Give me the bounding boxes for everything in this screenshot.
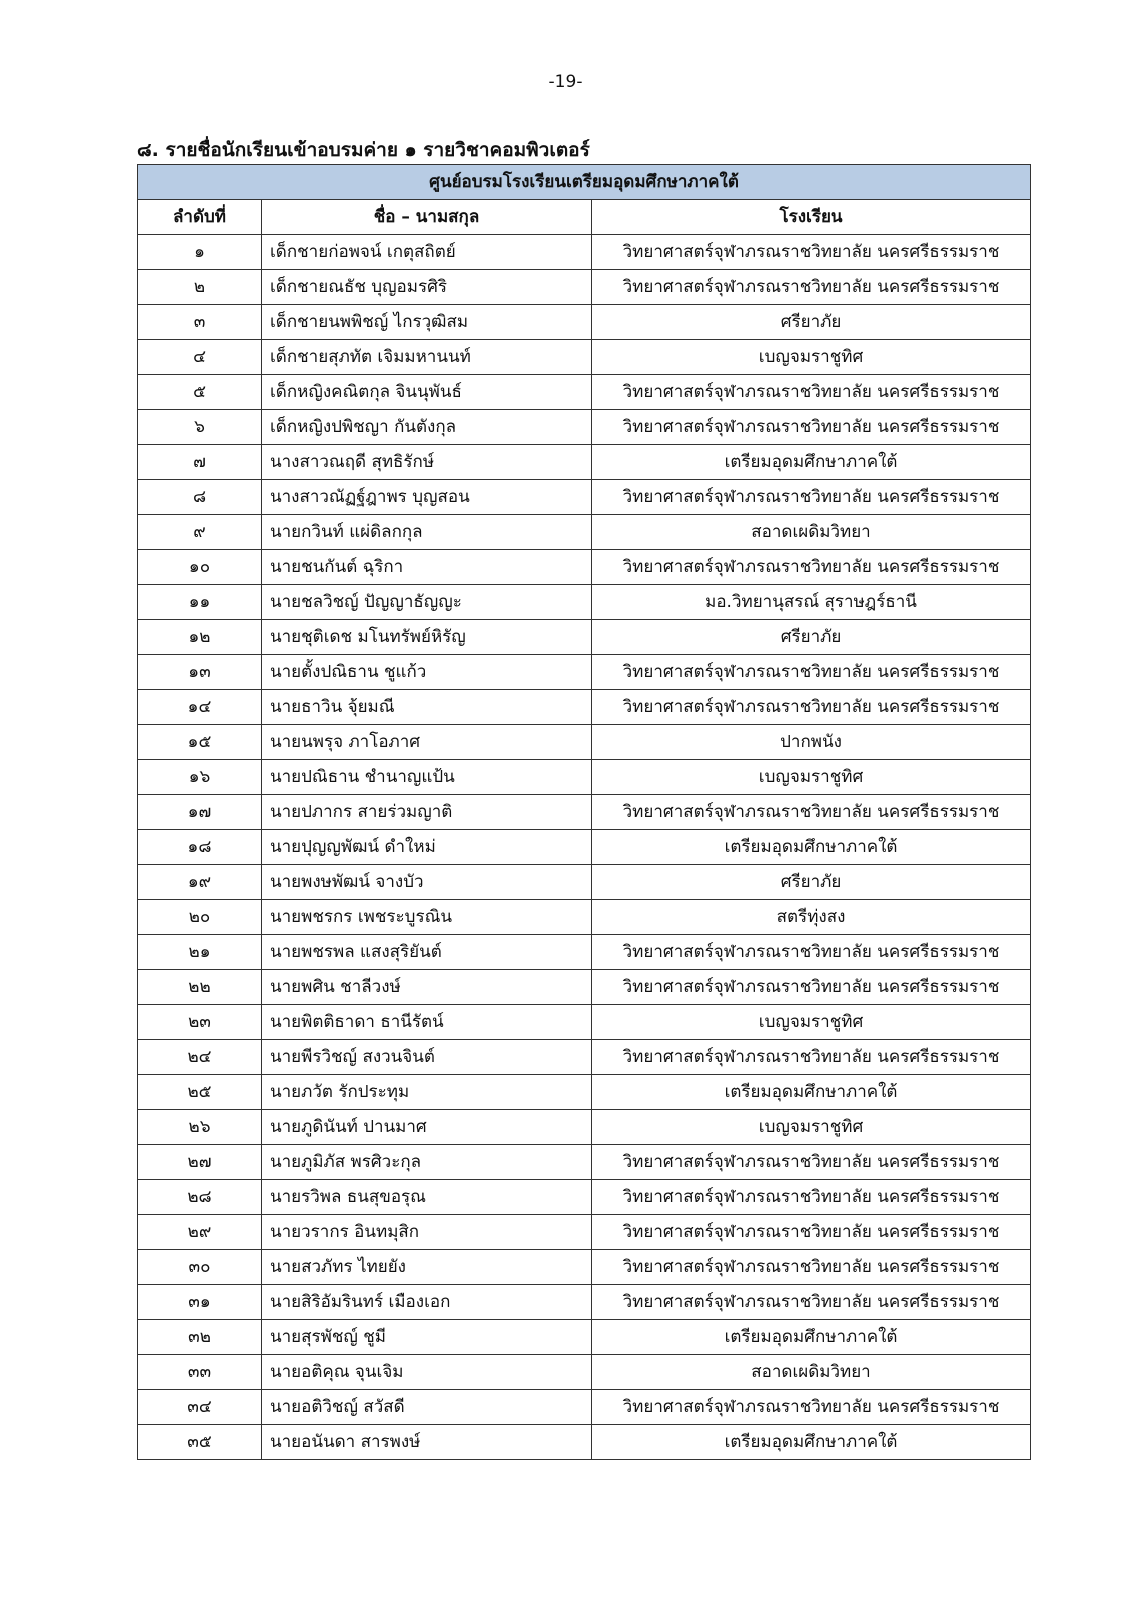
school-name: วิทยาศาสตร์จุฬาภรณราชวิทยาลัย นครศรีธรรมราช bbox=[592, 970, 1031, 1005]
student-name: เด็กชายสุภทัต เจิมมหานนท์ bbox=[262, 340, 592, 375]
school-name: วิทยาศาสตร์จุฬาภรณราชวิทยาลัย นครศรีธรรมราช bbox=[592, 375, 1031, 410]
school-name: ศรียาภัย bbox=[592, 620, 1031, 655]
school-name: เตรียมอุดมศึกษาภาคใต้ bbox=[592, 1075, 1031, 1110]
student-name: นายปณิธาน ชำนาญแป้น bbox=[262, 760, 592, 795]
row-number: ๓ bbox=[138, 305, 262, 340]
student-name: เด็กชายณธัช บุญอมรศิริ bbox=[262, 270, 592, 305]
school-name: วิทยาศาสตร์จุฬาภรณราชวิทยาลัย นครศรีธรรมราช bbox=[592, 1215, 1031, 1250]
page-number: -19- bbox=[548, 72, 583, 92]
column-header-number: ลำดับที่ bbox=[138, 200, 262, 235]
student-name: นายสวภัทร ไทยยัง bbox=[262, 1250, 592, 1285]
student-name: นายตั้งปณิธาน ชูแก้ว bbox=[262, 655, 592, 690]
table-row bbox=[138, 1110, 1031, 1145]
school-name: วิทยาศาสตร์จุฬาภรณราชวิทยาลัย นครศรีธรรมราช bbox=[592, 1145, 1031, 1180]
table-row bbox=[138, 655, 1031, 690]
student-name: นายชลวิชญ์ ปัญญาธัญญะ bbox=[262, 585, 592, 620]
row-number: ๑๗ bbox=[138, 795, 262, 830]
student-name: นายพิตติธาดา ธานีรัตน์ bbox=[262, 1005, 592, 1040]
row-number: ๑๑ bbox=[138, 585, 262, 620]
student-name: นายปุญญพัฒน์ ดำใหม่ bbox=[262, 830, 592, 865]
row-number: ๓๕ bbox=[138, 1425, 262, 1460]
table-row bbox=[138, 445, 1031, 480]
school-name: วิทยาศาสตร์จุฬาภรณราชวิทยาลัย นครศรีธรรมราช bbox=[592, 1285, 1031, 1320]
table-row bbox=[138, 1250, 1031, 1285]
row-number: ๒๖ bbox=[138, 1110, 262, 1145]
table-row bbox=[138, 480, 1031, 515]
school-name: วิทยาศาสตร์จุฬาภรณราชวิทยาลัย นครศรีธรรมราช bbox=[592, 270, 1031, 305]
school-name: วิทยาศาสตร์จุฬาภรณราชวิทยาลัย นครศรีธรรมราช bbox=[592, 690, 1031, 725]
row-number: ๓๑ bbox=[138, 1285, 262, 1320]
table-row bbox=[138, 620, 1031, 655]
row-number: ๒๑ bbox=[138, 935, 262, 970]
row-number: ๔ bbox=[138, 340, 262, 375]
school-name: ศรียาภัย bbox=[592, 305, 1031, 340]
table-row bbox=[138, 1075, 1031, 1110]
table-body bbox=[138, 235, 1031, 1460]
row-number: ๒๓ bbox=[138, 1005, 262, 1040]
school-name: วิทยาศาสตร์จุฬาภรณราชวิทยาลัย นครศรีธรรมราช bbox=[592, 1250, 1031, 1285]
student-name: นายอติคุณ จุนเจิม bbox=[262, 1355, 592, 1390]
row-number: ๓๐ bbox=[138, 1250, 262, 1285]
table-row bbox=[138, 1005, 1031, 1040]
school-name: เบญจมราชูทิศ bbox=[592, 1110, 1031, 1145]
school-name: สอาดเผดิมวิทยา bbox=[592, 1355, 1031, 1390]
table-row bbox=[138, 690, 1031, 725]
school-name: ปากพนัง bbox=[592, 725, 1031, 760]
student-name: นายภวัต รักประทุม bbox=[262, 1075, 592, 1110]
school-name: วิทยาศาสตร์จุฬาภรณราชวิทยาลัย นครศรีธรรมราช bbox=[592, 480, 1031, 515]
table-row bbox=[138, 585, 1031, 620]
row-number: ๓๒ bbox=[138, 1320, 262, 1355]
school-name: เตรียมอุดมศึกษาภาคใต้ bbox=[592, 445, 1031, 480]
row-number: ๑๕ bbox=[138, 725, 262, 760]
table-row bbox=[138, 270, 1031, 305]
row-number: ๘ bbox=[138, 480, 262, 515]
school-name: เบญจมราชูทิศ bbox=[592, 1005, 1031, 1040]
section-title: ๘. รายชื่อนักเรียนเข้าอบรมค่าย ๑ รายวิชาคอมพิวเตอร์ bbox=[137, 139, 590, 161]
student-name: นายภูดินันท์ ปานมาศ bbox=[262, 1110, 592, 1145]
table-row bbox=[138, 340, 1031, 375]
student-name: นายพชรกร เพชระบูรณิน bbox=[262, 900, 592, 935]
school-name: เตรียมอุดมศึกษาภาคใต้ bbox=[592, 830, 1031, 865]
school-name: สอาดเผดิมวิทยา bbox=[592, 515, 1031, 550]
table-row bbox=[138, 1285, 1031, 1320]
table-row bbox=[138, 1390, 1031, 1425]
column-header-name: ชื่อ – นามสกุล bbox=[262, 200, 592, 235]
student-name: นางสาวณฤดี สุทธิรักษ์ bbox=[262, 445, 592, 480]
school-name: วิทยาศาสตร์จุฬาภรณราชวิทยาลัย นครศรีธรรมราช bbox=[592, 935, 1031, 970]
table-header-row bbox=[138, 200, 1031, 235]
table-row bbox=[138, 1180, 1031, 1215]
row-number: ๑๐ bbox=[138, 550, 262, 585]
student-name: นายพีรวิชญ์ สงวนจินต์ bbox=[262, 1040, 592, 1075]
column-header-school: โรงเรียน bbox=[592, 200, 1031, 235]
row-number: ๒๒ bbox=[138, 970, 262, 1005]
school-name: วิทยาศาสตร์จุฬาภรณราชวิทยาลัย นครศรีธรรมราช bbox=[592, 235, 1031, 270]
table-row bbox=[138, 1425, 1031, 1460]
row-number: ๕ bbox=[138, 375, 262, 410]
school-name: วิทยาศาสตร์จุฬาภรณราชวิทยาลัย นครศรีธรรมราช bbox=[592, 550, 1031, 585]
row-number: ๑๘ bbox=[138, 830, 262, 865]
row-number: ๒๐ bbox=[138, 900, 262, 935]
row-number: ๒ bbox=[138, 270, 262, 305]
table-row bbox=[138, 760, 1031, 795]
table-row bbox=[138, 305, 1031, 340]
school-name: เตรียมอุดมศึกษาภาคใต้ bbox=[592, 1425, 1031, 1460]
row-number: ๑๙ bbox=[138, 865, 262, 900]
table-row bbox=[138, 795, 1031, 830]
student-name: นายชนกันต์ ฉุริกา bbox=[262, 550, 592, 585]
table-row bbox=[138, 235, 1031, 270]
row-number: ๖ bbox=[138, 410, 262, 445]
row-number: ๒๕ bbox=[138, 1075, 262, 1110]
table-row bbox=[138, 935, 1031, 970]
student-name: นายสุรพัชญ์ ชูมี bbox=[262, 1320, 592, 1355]
school-name: เบญจมราชูทิศ bbox=[592, 340, 1031, 375]
row-number: ๓๔ bbox=[138, 1390, 262, 1425]
table-row bbox=[138, 1040, 1031, 1075]
school-name: วิทยาศาสตร์จุฬาภรณราชวิทยาลัย นครศรีธรรมราช bbox=[592, 655, 1031, 690]
table-row bbox=[138, 1145, 1031, 1180]
table-banner: ศูนย์อบรมโรงเรียนเตรียมอุดมศึกษาภาคใต้ bbox=[138, 165, 1031, 200]
student-name: นายปภากร สายร่วมญาติ bbox=[262, 795, 592, 830]
row-number: ๑ bbox=[138, 235, 262, 270]
table-row bbox=[138, 1215, 1031, 1250]
table-row bbox=[138, 515, 1031, 550]
row-number: ๙ bbox=[138, 515, 262, 550]
student-name: เด็กหญิงปพิชญา กันตังกุล bbox=[262, 410, 592, 445]
row-number: ๒๙ bbox=[138, 1215, 262, 1250]
student-name: นายกวินท์ แผ่ดิลกกุล bbox=[262, 515, 592, 550]
school-name: วิทยาศาสตร์จุฬาภรณราชวิทยาลัย นครศรีธรรมราช bbox=[592, 795, 1031, 830]
student-name: นายรวิพล ธนสุขอรุณ bbox=[262, 1180, 592, 1215]
table-row bbox=[138, 375, 1031, 410]
school-name: สตรีทุ่งสง bbox=[592, 900, 1031, 935]
school-name: เบญจมราชูทิศ bbox=[592, 760, 1031, 795]
student-name: นางสาวณัฏฐ์ฎาพร บุญสอน bbox=[262, 480, 592, 515]
table-row bbox=[138, 550, 1031, 585]
student-name: เด็กหญิงคณิตกุล จินนุพันธ์ bbox=[262, 375, 592, 410]
school-name: เตรียมอุดมศึกษาภาคใต้ bbox=[592, 1320, 1031, 1355]
table-row bbox=[138, 725, 1031, 760]
table-row bbox=[138, 410, 1031, 445]
table-row bbox=[138, 1355, 1031, 1390]
table-row bbox=[138, 1320, 1031, 1355]
student-name: นายนพรุจ ภาโอภาศ bbox=[262, 725, 592, 760]
row-number: ๒๗ bbox=[138, 1145, 262, 1180]
school-name: วิทยาศาสตร์จุฬาภรณราชวิทยาลัย นครศรีธรรมราช bbox=[592, 1040, 1031, 1075]
school-name: วิทยาศาสตร์จุฬาภรณราชวิทยาลัย นครศรีธรรมราช bbox=[592, 410, 1031, 445]
row-number: ๓๓ bbox=[138, 1355, 262, 1390]
student-name: นายพศิน ชาลีวงษ์ bbox=[262, 970, 592, 1005]
school-name: วิทยาศาสตร์จุฬาภรณราชวิทยาลัย นครศรีธรรมราช bbox=[592, 1180, 1031, 1215]
student-name: เด็กชายก่อพจน์ เกตุสถิตย์ bbox=[262, 235, 592, 270]
row-number: ๑๒ bbox=[138, 620, 262, 655]
row-number: ๑๖ bbox=[138, 760, 262, 795]
table-row bbox=[138, 865, 1031, 900]
student-name: นายอติวิชญ์ สวัสดี bbox=[262, 1390, 592, 1425]
student-name: นายชุติเดช มโนทรัพย์หิรัญ bbox=[262, 620, 592, 655]
student-name: นายอนันดา สารพงษ์ bbox=[262, 1425, 592, 1460]
school-name: ศรียาภัย bbox=[592, 865, 1031, 900]
student-name: นายพชรพล แสงสุริยันต์ bbox=[262, 935, 592, 970]
table-row bbox=[138, 830, 1031, 865]
school-name: มอ.วิทยานุสรณ์ สุราษฎร์ธานี bbox=[592, 585, 1031, 620]
row-number: ๗ bbox=[138, 445, 262, 480]
student-name: นายพงษพัฒน์ จางบัว bbox=[262, 865, 592, 900]
table-banner-row bbox=[138, 165, 1031, 200]
student-name: นายภูมิภัส พรศิวะกุล bbox=[262, 1145, 592, 1180]
row-number: ๒๔ bbox=[138, 1040, 262, 1075]
table-row bbox=[138, 900, 1031, 935]
student-name: เด็กชายนพพิชญ์ ไกรวุฒิสม bbox=[262, 305, 592, 340]
school-name: วิทยาศาสตร์จุฬาภรณราชวิทยาลัย นครศรีธรรมราช bbox=[592, 1390, 1031, 1425]
student-name: นายวรากร อินทมุสิก bbox=[262, 1215, 592, 1250]
row-number: ๑๓ bbox=[138, 655, 262, 690]
student-name: นายธาวิน จุ้ยมณี bbox=[262, 690, 592, 725]
row-number: ๑๔ bbox=[138, 690, 262, 725]
table-row bbox=[138, 970, 1031, 1005]
row-number: ๒๘ bbox=[138, 1180, 262, 1215]
student-name: นายสิริอัมรินทร์ เมืองเอก bbox=[262, 1285, 592, 1320]
student-roster-table bbox=[137, 164, 1031, 1460]
